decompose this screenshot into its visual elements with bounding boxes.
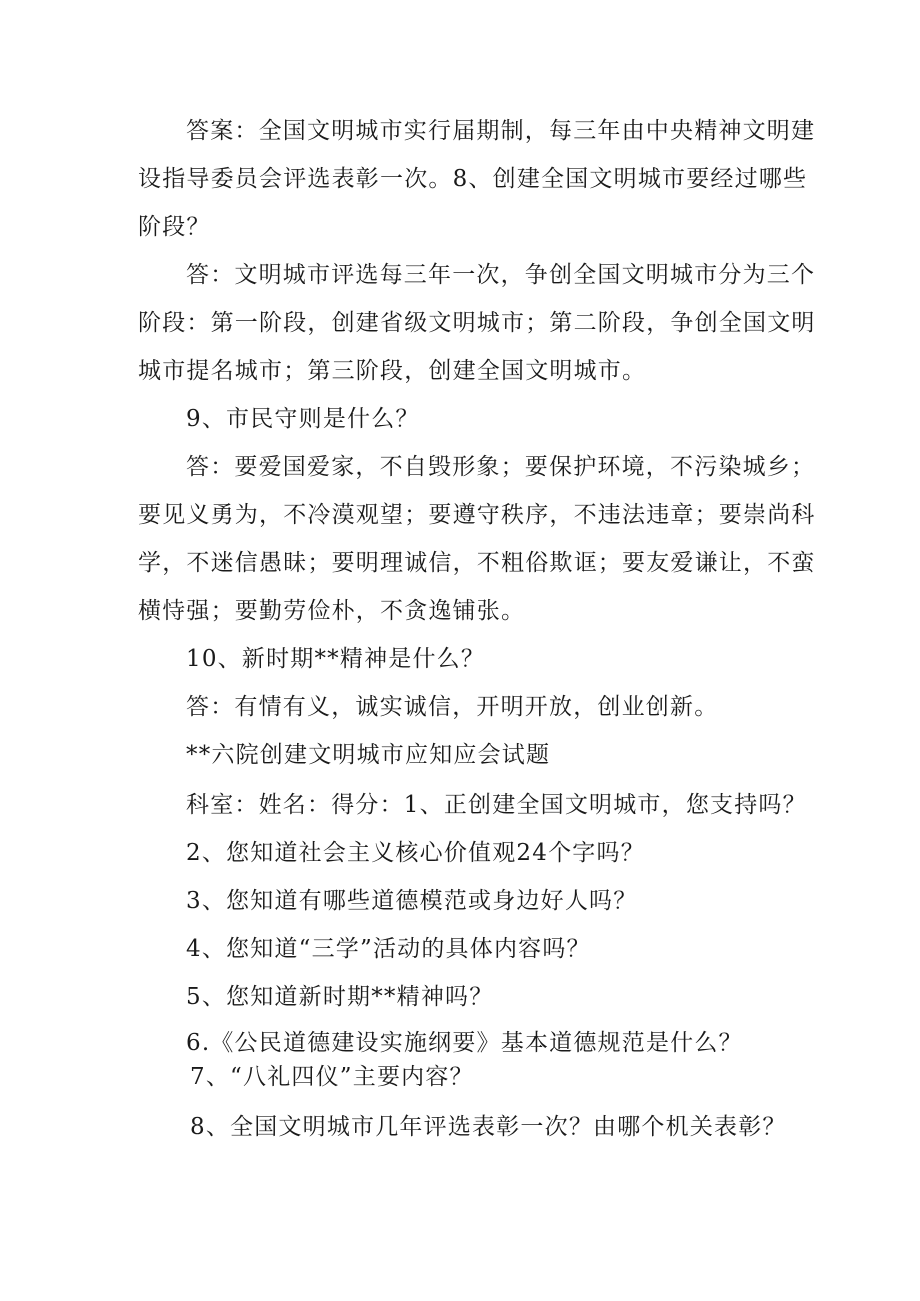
- answer-9-line-2: 要见义勇为，不冷漠观望；要遵守秩序，不违法违章；要崇尚科: [138, 502, 816, 528]
- quiz-q8: 8、全国文明城市几年评选表彰一次？由哪个机关表彰？: [190, 1114, 787, 1140]
- answer-8-line-3: 城市提名城市；第三阶段，创建全国文明城市。: [138, 358, 647, 384]
- quiz-q7: 7、“八礼四仪”主要内容？: [190, 1064, 474, 1090]
- answer-8-line-2: 阶段：第一阶段，创建省级文明城市；第二阶段，争创全国文明: [138, 310, 816, 336]
- answer-10: 答：有情有义，诚实诚信，开明开放，创业创新。: [186, 694, 719, 720]
- question-9: 9、市民守则是什么？: [186, 406, 420, 432]
- answer-7-line-1: 答案：全国文明城市实行届期制，每三年由中央精神文明建: [186, 118, 816, 144]
- answer-8-line-1: 答：文明城市评选每三年一次，争创全国文明城市分为三个: [186, 262, 816, 288]
- question-10: 10、新时期**精神是什么？: [186, 646, 486, 672]
- quiz-title: **六院创建文明城市应知应会试题: [186, 742, 551, 768]
- answer-7-line-2: 设指导委员会评选表彰一次。8、创建全国文明城市要经过哪些: [138, 166, 808, 192]
- quiz-q6: 6.《公民道德建设实施纲要》基本道德规范是什么？: [186, 1030, 743, 1056]
- answer-9-line-3: 学，不迷信愚昧；要明理诚信，不粗俗欺诓；要友爱谦让，不蛮: [138, 550, 816, 576]
- quiz-q2: 2、您知道社会主义核心价值观24个字吗？: [186, 840, 645, 866]
- quiz-q3: 3、您知道有哪些道德模范或身边好人吗？: [186, 888, 638, 914]
- answer-7-line-3: 阶段？: [138, 214, 211, 240]
- quiz-q4: 4、您知道“三学”活动的具体内容吗？: [186, 936, 591, 962]
- quiz-header-q1: 科室：姓名：得分：1、正创建全国文明城市，您支持吗？: [186, 792, 807, 818]
- answer-9-line-4: 横恃强；要勤劳俭朴，不贪逸铺张。: [138, 598, 526, 624]
- answer-9-line-1: 答：要爱国爱家，不自毁形象；要保护环境，不污染城乡；: [186, 454, 816, 480]
- quiz-q5: 5、您知道新时期**精神吗？: [186, 984, 494, 1010]
